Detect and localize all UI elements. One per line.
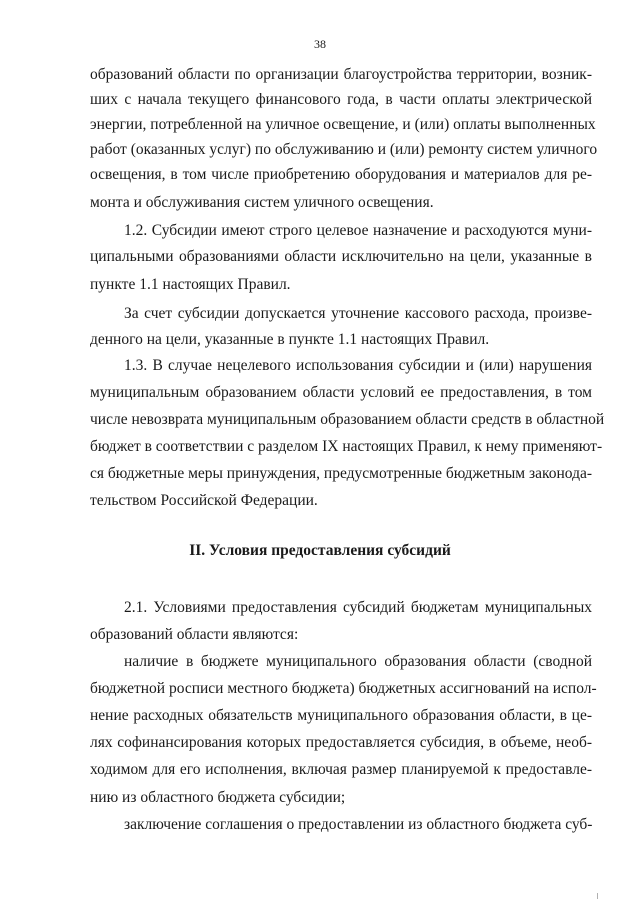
scan-mark (597, 893, 598, 899)
text-line: пункте 1.1 настоящих Правил. (90, 276, 291, 293)
text-line: энергии, потребленной на уличное освещение, и (или) оплаты выполненных (90, 116, 596, 133)
text-line: образований области являются: (90, 626, 299, 643)
text-line: ципальными образованиями области исключительно на цели, указанные в (90, 248, 592, 265)
text-line: тельством Российской Федерации. (90, 492, 318, 509)
text-line: муниципальным образованием области условий ее предоставления, в том (90, 384, 592, 401)
text-line: лях софинансирования которых предоставляется субсидия, в объеме, необ- (90, 734, 592, 751)
text-line: нию из областного бюджета субсидии; (90, 789, 346, 806)
text-line: денного на цели, указанные в пункте 1.1 настоящих Правил. (90, 331, 490, 348)
text-line: ходимом для его исполнения, включая размер планируемой к предоставле- (90, 761, 592, 778)
text-line: нение расходных обязательств муниципального образования области, в це- (90, 707, 592, 724)
text-line: освещения, в том числе приобретению оборудования и материалов для ре- (90, 166, 592, 183)
text-line: работ (оказанных услуг) по обслуживанию и (или) ремонту систем уличного (90, 141, 598, 158)
text-line: бюджет в соответствии с разделом IX настоящих Правил, к нему применяют- (90, 438, 603, 455)
text-line: наличие в бюджете муниципального образования области (сводной (124, 653, 592, 670)
text-line: За счет субсидии допускается уточнение кассового расхода, произве- (124, 305, 592, 322)
text-line: 2.1. Условиями предоставления субсидий бюджетам муниципальных (124, 599, 592, 616)
text-line: заключение соглашения о предоставлении из областного бюджета суб- (124, 816, 593, 833)
text-line: ших с начала текущего финансового года, в части оплаты электрической (90, 91, 592, 108)
text-line: образований области по организации благоустройства территории, возник- (90, 66, 592, 83)
text-line: бюджетной росписи местного бюджета) бюджетных ассигнований на испол- (90, 680, 597, 697)
text-line: числе невозврата муниципальным образованием области средств в областной (90, 411, 605, 428)
text-line: 1.2. Субсидии имеют строго целевое назначение и расходуются муни- (124, 222, 592, 239)
text-line: монта и обслуживания систем уличного освещения. (90, 194, 434, 211)
text-line: ся бюджетные меры принуждения, предусмотренные бюджетным законода- (90, 465, 593, 482)
section-heading: II. Условия предоставления субсидий (189, 542, 451, 559)
page-number: 38 (314, 37, 326, 51)
text-line: 1.3. В случае нецелевого использования субсидии и (или) нарушения (124, 357, 592, 374)
